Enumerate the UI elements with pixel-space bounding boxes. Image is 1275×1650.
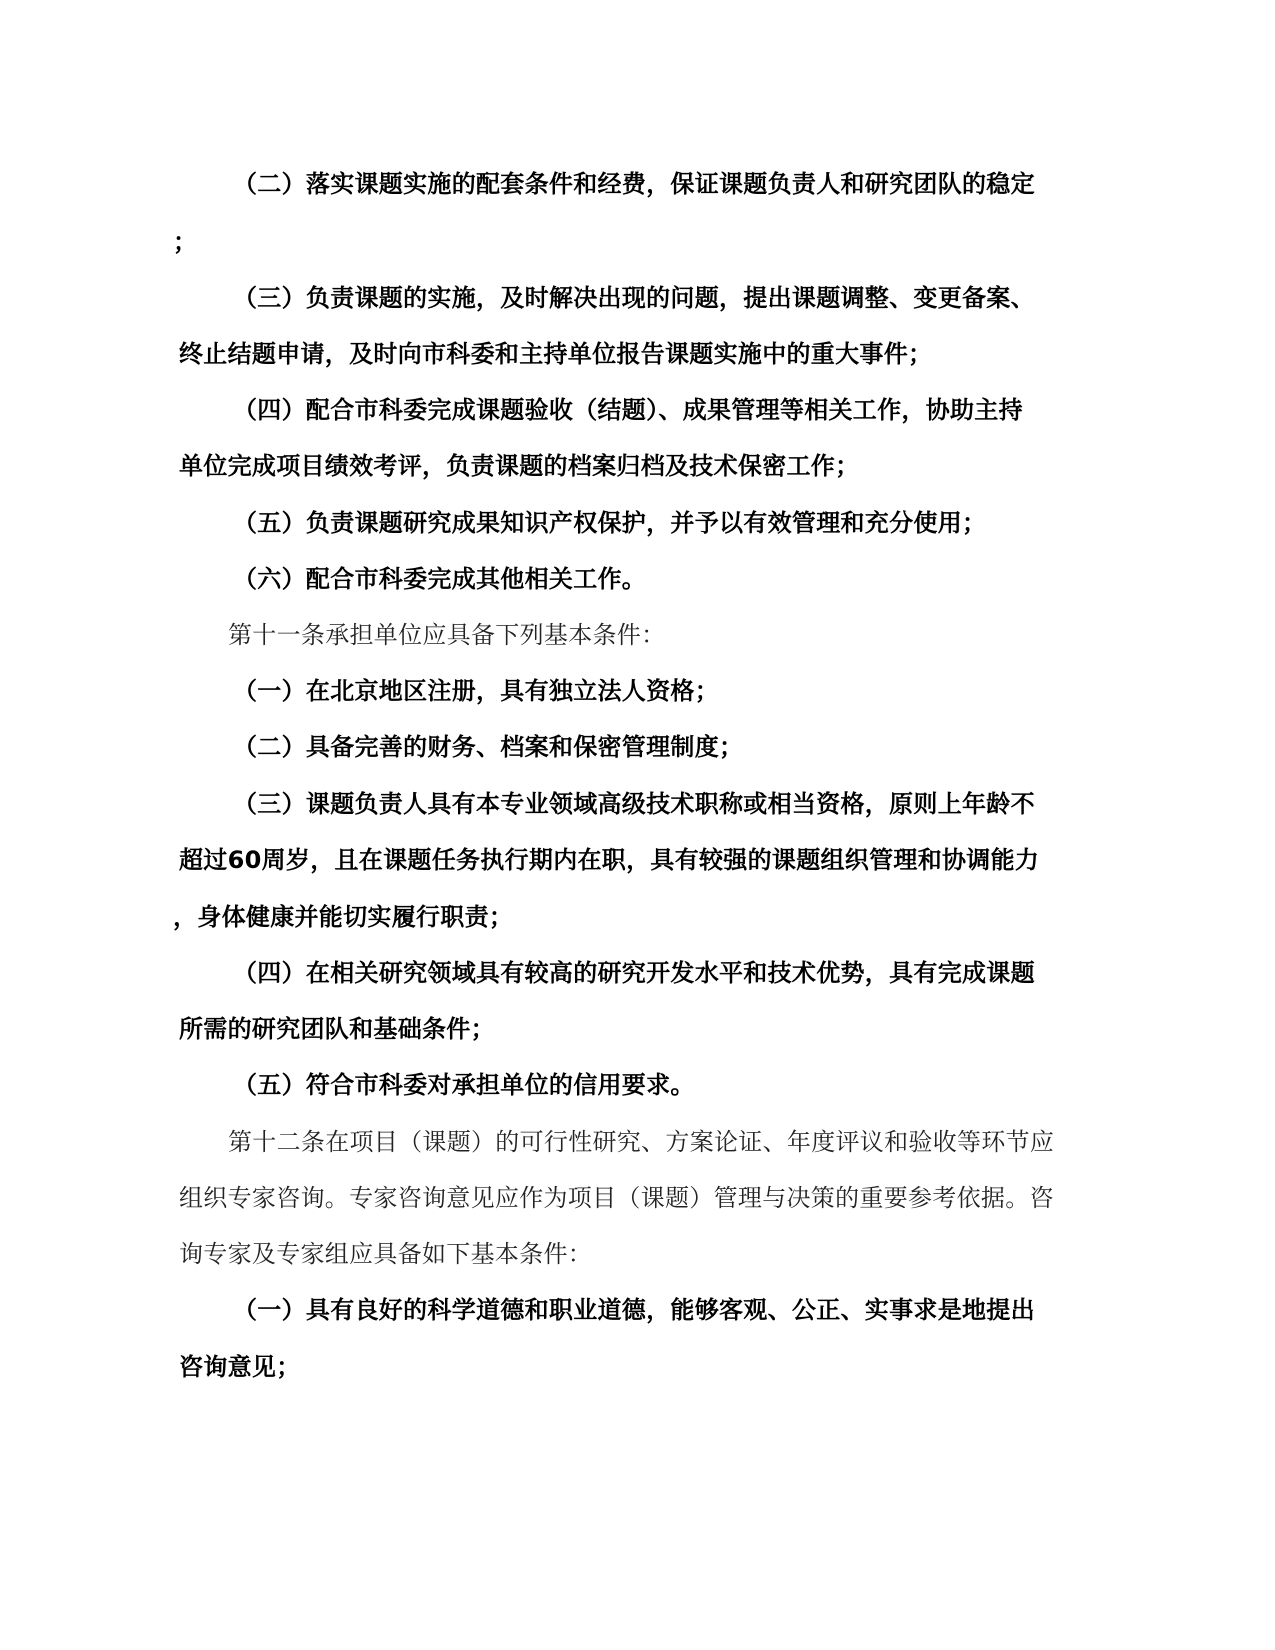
paragraph-line: 单位完成项目绩效考评，负责课题的档案归档及技术保密工作； bbox=[179, 452, 860, 480]
paragraph-line: （一）在北京地区注册，具有独立法人资格； bbox=[233, 677, 719, 705]
article-line: 询专家及专家组应具备如下基本条件： bbox=[179, 1240, 593, 1268]
paragraph-line: 终止结题申请，及时向市科委和主持单位报告课题实施中的重大事件； bbox=[179, 340, 933, 368]
paragraph-line: （四）配合市科委完成课题验收（结题）、成果管理等相关工作，协助主持 bbox=[233, 396, 1023, 424]
article-line: 第十一条承担单位应具备下列基本条件： bbox=[228, 621, 666, 649]
paragraph-line: 超过60周岁，且在课题任务执行期内在职，具有较强的课题组织管理和协调能力 bbox=[179, 846, 1040, 874]
paragraph-line: （六）配合市科委完成其他相关工作。 bbox=[233, 565, 647, 593]
paragraph-line: （四）在相关研究领域具有较高的研究开发水平和技术优势，具有完成课题 bbox=[233, 959, 1035, 987]
paragraph-line: 所需的研究团队和基础条件； bbox=[179, 1015, 495, 1043]
paragraph-line: 咨询意见； bbox=[179, 1353, 301, 1381]
article-line: 第十二条在项目（课题）的可行性研究、方案论证、年度评议和验收等环节应 bbox=[228, 1128, 1055, 1156]
paragraph-line: （二）具备完善的财务、档案和保密管理制度； bbox=[233, 733, 744, 761]
paragraph-line: ，身体健康并能切实履行职责； bbox=[173, 903, 514, 931]
paragraph-line: （三）课题负责人具有本专业领域高级技术职称或相当资格，原则上年龄不 bbox=[233, 790, 1035, 818]
paragraph-line: （三）负责课题的实施，及时解决出现的问题，提出课题调整、变更备案、 bbox=[233, 284, 1035, 312]
paragraph-line: ； bbox=[173, 228, 198, 256]
paragraph-line: （一）具有良好的科学道德和职业道德，能够客观、公正、实事求是地提出 bbox=[233, 1296, 1035, 1324]
paragraph-line: （二）落实课题实施的配套条件和经费，保证课题负责人和研究团队的稳定 bbox=[233, 170, 1035, 198]
paragraph-line: （五）符合市科委对承担单位的信用要求。 bbox=[233, 1071, 695, 1099]
paragraph-line: （五）负责课题研究成果知识产权保护，并予以有效管理和充分使用； bbox=[233, 509, 987, 537]
article-line: 组织专家咨询。专家咨询意见应作为项目（课题）管理与决策的重要参考依据。咨 bbox=[179, 1184, 1054, 1212]
